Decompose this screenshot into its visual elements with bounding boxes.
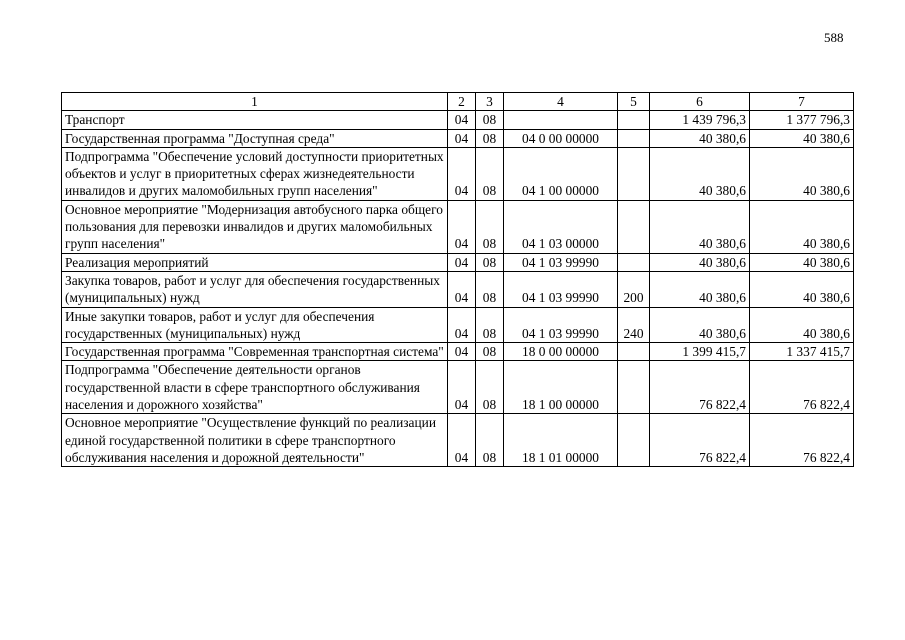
row-expense-type: 200 (618, 271, 650, 307)
row-amount-col7: 40 380,6 (750, 253, 854, 271)
row-amount-col6: 40 380,6 (650, 200, 750, 253)
row-expense-type (618, 200, 650, 253)
row-target-code (504, 111, 618, 129)
row-name: Подпрограмма "Обеспечение деятельности органов государственной власти в сфере транспортного обслуживания населения и дорожного хозяйства" (62, 361, 448, 414)
table-row (62, 200, 854, 253)
row-name: Реализация мероприятий (62, 253, 448, 271)
row-expense-type (618, 361, 650, 414)
row-subsection: 08 (476, 253, 504, 271)
row-target-code: 04 1 03 99990 (504, 271, 618, 307)
row-target-code: 04 0 00 00000 (504, 129, 618, 147)
row-amount-col6: 40 380,6 (650, 129, 750, 147)
table-row (62, 147, 854, 200)
row-expense-type (618, 343, 650, 361)
table-row (62, 414, 854, 467)
row-amount-col6: 40 380,6 (650, 147, 750, 200)
row-subsection: 08 (476, 414, 504, 467)
row-target-code: 04 1 00 00000 (504, 147, 618, 200)
row-amount-col6: 1 399 415,7 (650, 343, 750, 361)
row-subsection: 08 (476, 111, 504, 129)
row-target-code: 18 1 00 00000 (504, 361, 618, 414)
row-amount-col7: 76 822,4 (750, 361, 854, 414)
header-col-5: 5 (618, 93, 650, 111)
table-row (62, 271, 854, 307)
row-expense-type (618, 129, 650, 147)
row-subsection: 08 (476, 200, 504, 253)
budget-table (61, 92, 854, 467)
header-col-2: 2 (448, 93, 476, 111)
row-amount-col7: 1 377 796,3 (750, 111, 854, 129)
row-target-code: 18 0 00 00000 (504, 343, 618, 361)
row-section: 04 (448, 307, 476, 343)
row-amount-col7: 76 822,4 (750, 414, 854, 467)
row-section: 04 (448, 343, 476, 361)
row-amount-col7: 40 380,6 (750, 271, 854, 307)
row-name: Подпрограмма "Обеспечение условий доступности приоритетных объектов и услуг в приоритетных сферах жизнедеятельности инвалидов и других маломобильных групп населения" (62, 147, 448, 200)
row-section: 04 (448, 147, 476, 200)
row-amount-col7: 40 380,6 (750, 200, 854, 253)
header-col-7: 7 (750, 93, 854, 111)
row-subsection: 08 (476, 271, 504, 307)
row-amount-col7: 40 380,6 (750, 147, 854, 200)
row-name: Транспорт (62, 111, 448, 129)
row-name: Закупка товаров, работ и услуг для обеспечения государственных (муниципальных) нужд (62, 271, 448, 307)
row-section: 04 (448, 361, 476, 414)
row-section: 04 (448, 129, 476, 147)
table-row (62, 129, 854, 147)
row-expense-type (618, 253, 650, 271)
row-section: 04 (448, 200, 476, 253)
page-number: 588 (824, 30, 844, 45)
row-subsection: 08 (476, 129, 504, 147)
table-row (62, 343, 854, 361)
table-row (62, 111, 854, 129)
row-name: Государственная программа "Современная транспортная система" (62, 343, 448, 361)
row-name: Основное мероприятие "Модернизация автобусного парка общего пользования для перевозки инвалидов и других маломобильных групп населения" (62, 200, 448, 253)
row-name: Государственная программа "Доступная среда" (62, 129, 448, 147)
row-section: 04 (448, 111, 476, 129)
row-amount-col6: 76 822,4 (650, 361, 750, 414)
row-target-code: 04 1 03 99990 (504, 253, 618, 271)
row-subsection: 08 (476, 307, 504, 343)
row-target-code: 04 1 03 00000 (504, 200, 618, 253)
header-col-3: 3 (476, 93, 504, 111)
row-expense-type (618, 414, 650, 467)
header-row (62, 93, 854, 111)
row-expense-type (618, 147, 650, 200)
header-col-4: 4 (504, 93, 618, 111)
row-amount-col7: 40 380,6 (750, 307, 854, 343)
row-amount-col6: 40 380,6 (650, 271, 750, 307)
table-row (62, 307, 854, 343)
row-name: Иные закупки товаров, работ и услуг для обеспечения государственных (муниципальных) нужд (62, 307, 448, 343)
table-row (62, 253, 854, 271)
row-target-code: 04 1 03 99990 (504, 307, 618, 343)
row-amount-col6: 40 380,6 (650, 307, 750, 343)
row-expense-type (618, 111, 650, 129)
row-amount-col7: 1 337 415,7 (750, 343, 854, 361)
row-amount-col6: 76 822,4 (650, 414, 750, 467)
row-amount-col6: 1 439 796,3 (650, 111, 750, 129)
header-col-1: 1 (62, 93, 448, 111)
row-section: 04 (448, 414, 476, 467)
table-row (62, 361, 854, 414)
row-subsection: 08 (476, 361, 504, 414)
row-subsection: 08 (476, 147, 504, 200)
row-subsection: 08 (476, 343, 504, 361)
row-amount-col7: 40 380,6 (750, 129, 854, 147)
row-amount-col6: 40 380,6 (650, 253, 750, 271)
row-section: 04 (448, 253, 476, 271)
header-col-6: 6 (650, 93, 750, 111)
row-name: Основное мероприятие "Осуществление функций по реализации единой государственной политики в сфере транспортного обслуживания населения и дорожной деятельности" (62, 414, 448, 467)
row-target-code: 18 1 01 00000 (504, 414, 618, 467)
row-expense-type: 240 (618, 307, 650, 343)
row-section: 04 (448, 271, 476, 307)
